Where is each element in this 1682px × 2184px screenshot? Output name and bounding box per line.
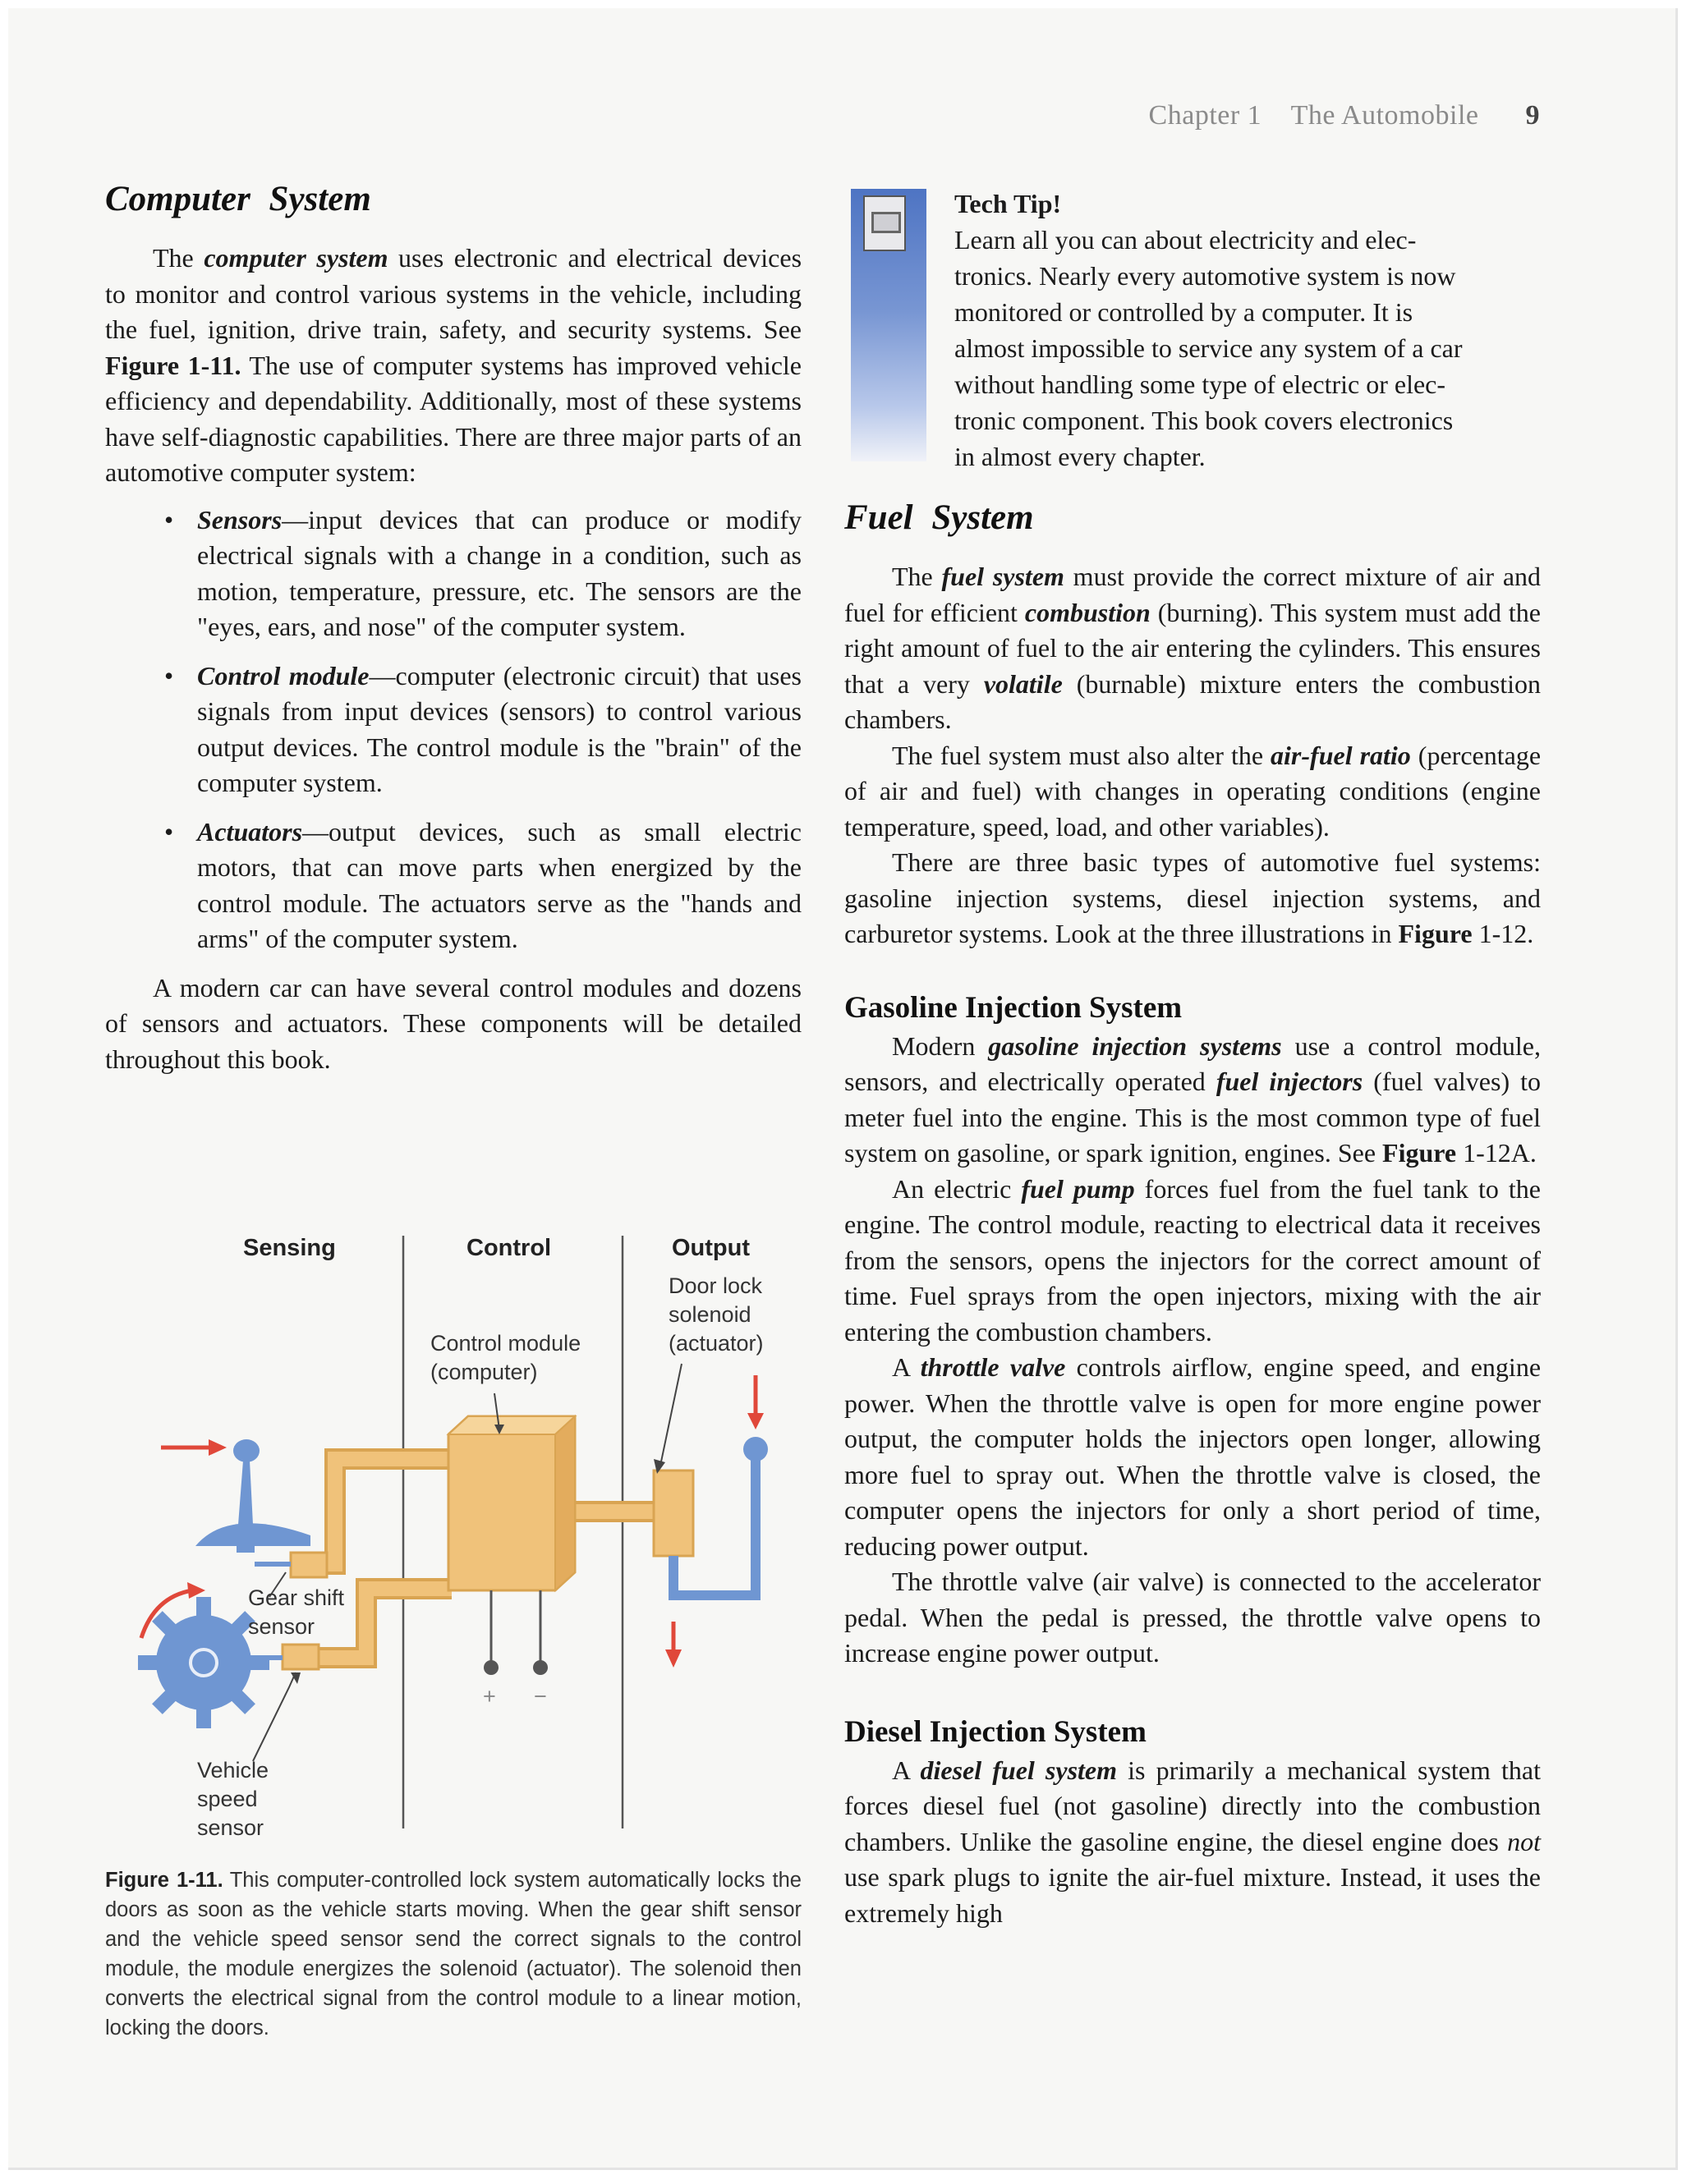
page-number: 9 (1525, 100, 1540, 131)
fuel-system-p3: There are three basic types of automotive fuel systems: gasoline injection systems, diesel injection systems, and carburetor systems. Look at the three illustrations in Figure 1-12. (844, 847, 1541, 948)
tech-tip-title: Tech Tip! (954, 189, 1062, 218)
list-item-sensors: • Sensors—input devices that can produce or modify electrical signals with a change in a condition, such as motion, temperature, pressure, etc. The sensors are the "eyes, ears, and nose" of the computer system. (164, 504, 802, 641)
chapter-label: Chapter 1 (1148, 100, 1262, 131)
shift-knob (233, 1439, 260, 1462)
col-head-output: Output (672, 1235, 751, 1261)
gasoline-injection-p4: The throttle valve (air valve) is connected to the accelerator pedal. When the pedal is pressed, the throttle valve opens to increase engine power output. (844, 1567, 1541, 1668)
figure-1-11 (105, 1219, 811, 1843)
solenoid-body (654, 1471, 693, 1556)
positive-terminal (484, 1660, 499, 1675)
label-gear-shift-sensor: Gear shift sensor (248, 1585, 345, 1639)
computer-parts-list (105, 502, 802, 957)
label-vehicle-speed-sensor: Vehicle speed sensor (197, 1758, 269, 1840)
book-page (8, 8, 1678, 2170)
fuel-system-p1: The fuel system must provide the correct mixture of air and fuel for efficient combustion (burning). This system must add the right amount of fuel to the air entering the cylinders. This ensures that a very volatile (burnable) mixture enters the combustion chambers. (844, 562, 1542, 734)
list-item-control-module: • Control module—computer (electronic circuit) that uses signals from input devices (sensors) to control various output devices. The control module is the "brain" of the computer system. (164, 660, 802, 797)
label-door-lock-solenoid: Door lock solenoid (actuator) (669, 1273, 764, 1356)
gasoline-injection-heading: Gasoline Injection System (844, 990, 1183, 1025)
col-head-sensing: Sensing (243, 1235, 336, 1261)
computer-system-heading: Computer System (105, 180, 371, 218)
term-computer-system: computer system (204, 243, 388, 273)
label-minus: − (534, 1684, 547, 1709)
fuel-system-heading: Fuel System (844, 498, 1034, 537)
chapter-title: The Automobile (1290, 100, 1479, 131)
fuel-system-p2: The fuel system must also alter the air-fuel ratio (percentage of air and fuel) with changes in operating conditions (engine temperature, speed, load, and other variables). (844, 740, 1542, 842)
diesel-injection-p1: A diesel fuel system is primarily a mechanical system that forces diesel fuel (not gasoline) directly into the combustion chambers. Unlike the gasoline engine, the diesel engine does not use spark plugs to ignite the air-fuel mixture. Instead, it uses the extremely high (844, 1755, 1542, 1928)
list-item-actuators: • Actuators—output devices, such as small electric motors, that can move parts when energized by the control module. The actuators serve as the "hands and arms" of the computer system. (164, 816, 802, 953)
caption-text: This computer-controlled lock system automatically locks the doors as soon as the vehicle starts moving. When the gear shift sensor and the vehicle speed sensor send the correct signals to the control module, the module energizes the solenoid (actuator). The solenoid then converts the electrical signal from the control module to a linear motion, locking the doors. (105, 1869, 802, 2039)
label-plus: + (483, 1684, 496, 1709)
gasoline-injection-p2: An electric fuel pump forces fuel from the fuel tank to the engine. The control module, reacting to electrical data it receives from the sensors, opens the injectors for the correct amount of time. Fuel sprays from the open injectors, mixing with the air entering the combustion chambers. (844, 1173, 1542, 1347)
label-control-module: Control module (computer) (430, 1331, 581, 1384)
speed-sensor-body (283, 1645, 319, 1669)
diesel-injection-heading: Diesel Injection System (844, 1714, 1147, 1749)
figure-caption (105, 1865, 802, 2043)
computer-system-closing: A modern car can have several control modules and dozens of sensors and actuators. These components will be detailed throughout this book. (105, 972, 802, 1074)
gasoline-injection-p1: Modern gasoline injection systems use a control module, sensors, and electrically operated fuel injectors (fuel valves) to meter fuel into the engine. This is the most common type of fuel system on gasoline, or spark ignition, engines. See Figure 1-12A. (844, 1030, 1542, 1168)
tech-tip-body: Learn all you can about electricity and elec- tronics. Nearly every automotive system is now monitored or controlled by a computer. It is almost impossible to service any system of a car without handling some type of electric or elec- tronic component. This book covers electronics in almost every chapter. (954, 225, 1463, 471)
left-column (105, 179, 802, 1077)
right-column (844, 179, 1541, 1931)
gear-shift-sensor-body (291, 1553, 327, 1577)
gasoline-injection-p3: A throttle valve controls airflow, engine speed, and engine power. When the throttle valve is open for more engine power output, the computer holds the injectors open longer, allowing more fuel to spray out. When the throttle valve is closed, the computer opens the injectors for only a short period of time, reducing power output. (844, 1352, 1542, 1561)
toolbox-icon (863, 195, 906, 251)
negative-terminal (533, 1660, 548, 1675)
col-head-control: Control (466, 1235, 552, 1261)
caption-figure-id: Figure 1-11. (105, 1869, 223, 1892)
running-head (1149, 100, 1540, 131)
figure-ref-1-11: Figure 1-11. (105, 350, 241, 380)
wire-gear-sensor (327, 1459, 452, 1564)
computer-system-intro: The computer system uses electronic and electrical devices to monitor and control various systems in the vehicle, including the fuel, ignition, drive train, safety, and security systems. See Figure 1-11. The use of computer systems has improved vehicle efficiency and dependability. Additionally, most of these systems have self-diagnostic capabilities. There are three major parts of an automotive computer system: (105, 243, 802, 487)
shift-lever (238, 1461, 253, 1525)
tech-tip-box (844, 179, 1541, 471)
